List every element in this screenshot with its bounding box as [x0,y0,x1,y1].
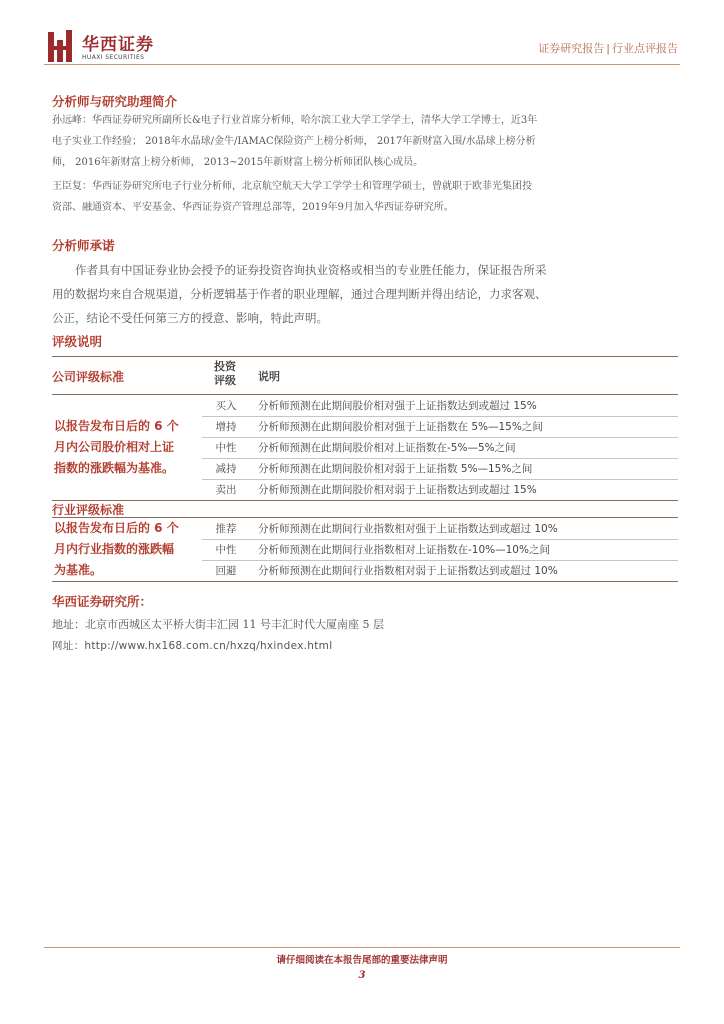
huaxi-logo-icon [48,30,74,64]
institute-address: 地址：北京市西城区太平桥大街丰汇园 11 号丰汇时代大厦南座 5 层 [52,618,384,631]
rating-desc: 分析师预测在此期间股价相对弱于上证指数达到或超过 15% [258,484,537,496]
rating-col-header [210,360,240,388]
industry-basis [54,518,202,581]
rating-desc: 分析师预测在此期间行业指数相对上证指数在-10%—10%之间 [258,544,550,556]
analyst-sun-bio [52,110,672,173]
basis-line: 以报告发布日后的 6 个 [54,419,179,433]
commitment-text [52,258,672,330]
commitment-line: 作者具有中国证券业协会授予的证券投资咨询执业资格或相当的专业胜任能力，保证报告所采 [75,263,547,277]
section-rule [52,500,678,501]
commitment-line: 用的数据均来自合规渠道，分析逻辑基于作者的职业理解，通过合理判断并得出结论，力求客观、 [52,287,547,301]
bio-line: 孙远峰：华西证券研究所副所长&电子行业首席分析师，哈尔滨工业大学工学学士，清华大学工学博士，近3年 [52,115,538,126]
report-category [538,40,678,56]
company-logo [40,22,180,64]
rating-value: 卖出 [215,484,237,496]
desc-col-header: 说明 [258,370,280,383]
table-row [202,416,678,437]
rating-desc: 分析师预测在此期间股价相对上证指数在-5%—5%之间 [258,442,516,454]
rating-value: 买入 [215,400,237,412]
table-bottom-rule [52,581,678,582]
logo-text-en: HUAXI SECURITIES [82,54,145,61]
rating-desc: 分析师预测在此期间行业指数相对强于上证指数达到或超过 10% [258,523,558,535]
analyst-wang-bio [52,176,672,218]
basis-line: 指数的涨跌幅为基准。 [54,461,175,475]
rating-title: 评级说明 [52,334,103,349]
basis-line: 月内公司股价相对上证 [54,440,175,454]
page-number: 3 [358,970,366,981]
company-standard-header: 公司评级标准 [52,370,125,384]
basis-line: 月内行业指数的涨跌幅 [54,542,175,556]
table-row [202,518,678,539]
report-subtype: 行业点评报告 [612,42,678,55]
table-header [52,356,678,396]
table-row [202,539,678,560]
table-row [202,395,678,416]
logo-text-cn: 华西证券 [82,35,154,55]
bio-line: 资部、融通资本、平安基金、华西证券资产管理总部等，2019年9月加入华西证券研究所。 [52,202,454,213]
table-row [202,479,678,500]
commitment-title: 分析师承诺 [52,238,115,253]
institute-title: 华西证券研究所： [52,594,153,609]
bio-line: 王臣复：华西证券研究所电子行业分析师，北京航空航天大学工学学士和管理学硕士，曾就职于欧菲光集团投 [52,181,532,192]
footer-divider [44,947,680,948]
basis-line: 为基准。 [54,563,103,577]
header-separator: | [606,42,610,55]
bio-line: 师， 2016年新财富上榜分析师， 2013~2015年新财富上榜分析师团队核心成员。 [52,157,424,168]
rating-value: 减持 [215,463,237,475]
commitment-line: 公正，结论不受任何第三方的授意、影响，特此声明。 [52,311,328,325]
rating-desc: 分析师预测在此期间股价相对强于上证指数在 5%—15%之间 [258,421,543,433]
industry-standard-header: 行业评级标准 [52,503,125,517]
rating-desc: 分析师预测在此期间股价相对弱于上证指数 5%—15%之间 [258,463,533,475]
institute-website[interactable]: 网址：http://www.hx168.com.cn/hxzq/hxindex.html [52,640,333,652]
table-row [202,560,678,581]
rating-value: 推荐 [215,523,237,535]
rating-value: 中性 [215,442,237,454]
table-row [202,458,678,479]
company-basis [54,416,202,479]
rating-value: 中性 [215,544,237,556]
rating-desc: 分析师预测在此期间行业指数相对弱于上证指数达到或超过 10% [258,565,558,577]
footer-notice: 请仔细阅读在本报告尾部的重要法律声明 [276,955,448,966]
rating-desc: 分析师预测在此期间股价相对强于上证指数达到或超过 15% [258,400,537,412]
basis-line: 以报告发布日后的 6 个 [54,521,179,535]
header-divider [44,64,680,65]
rating-col-line: 投资 [214,360,236,373]
table-row [202,437,678,458]
rating-value: 增持 [215,421,237,433]
report-type: 证券研究报告 [538,42,605,55]
analyst-intro-title: 分析师与研究助理简介 [52,94,178,109]
bio-line: 电子实业工作经验； 2018年水晶球/金牛/IAMAC保险资产上榜分析师， 2017年新财富入围/水晶球上榜分析 [52,136,536,147]
rating-col-line: 评级 [214,374,236,387]
rating-value: 回避 [215,565,237,577]
